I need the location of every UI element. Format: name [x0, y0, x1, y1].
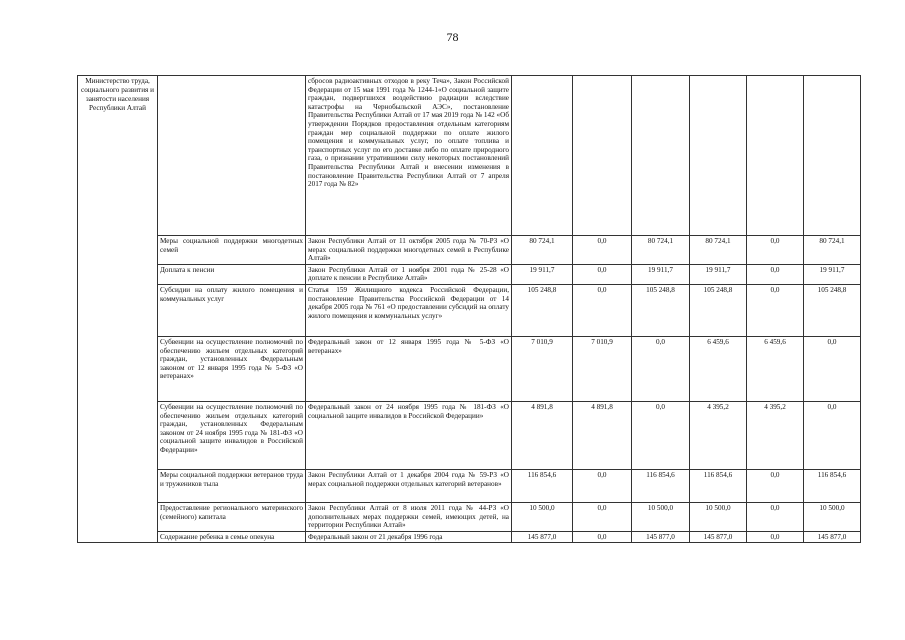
value-cell: 4 395,2: [690, 401, 747, 469]
page-number: 78: [446, 30, 459, 44]
table-row: [78, 502, 861, 531]
value-cell: 0,0: [632, 401, 690, 469]
legal-basis-cell: Закон Республики Алтай от 8 июля 2011 года № 44-РЗ «О дополнительных мерах поддержки семей, имеющих детей, на территории Республики Алтай»: [306, 502, 512, 531]
value-cell: 0,0: [747, 264, 804, 284]
measure-cell: Меры социальной поддержки многодетных семей: [158, 236, 306, 265]
measure-cell: Содержание ребенка в семье опекуна: [158, 531, 306, 543]
value-cell: 105 248,8: [690, 284, 747, 336]
value-cell: 0,0: [747, 531, 804, 543]
table-row: [78, 236, 861, 265]
table-row: [78, 76, 861, 236]
value-cell: 0,0: [747, 469, 804, 502]
value-cell: 0,0: [747, 502, 804, 531]
value-cell: 0,0: [747, 236, 804, 265]
value-cell: 4 891,8: [573, 401, 632, 469]
legal-basis-cell: Закон Республики Алтай от 1 ноября 2001 года № 25-28 «О доплате к пенсии в Республике Алтай»: [306, 264, 512, 284]
value-cell: 10 500,0: [804, 502, 861, 531]
value-cell: [747, 76, 804, 236]
value-cell: 145 877,0: [512, 531, 573, 543]
legal-basis-cell: Статья 159 Жилищного кодекса Российской Федерации, постановление Правительства Российской Федерации от 14 декабря 2005 года № 761 «О предоставлении субсидий на оплату жилого помещения и коммунальных услуг»: [306, 284, 512, 336]
value-cell: 80 724,1: [632, 236, 690, 265]
table-row: [78, 264, 861, 284]
value-cell: 105 248,8: [632, 284, 690, 336]
value-cell: 145 877,0: [804, 531, 861, 543]
value-cell: 4 891,8: [512, 401, 573, 469]
legal-basis-cell: Закон Республики Алтай от 11 октября 2005 года № 70-РЗ «О мерах социальной поддержки многодетных семей в Республике Алтай»: [306, 236, 512, 265]
table-row: [78, 284, 861, 336]
measure-cell: Субсидии на оплату жилого помещения и коммунальных услуг: [158, 284, 306, 336]
organization-cell: Министерство труда, социального развития и занятости населения Республики Алтай: [78, 76, 158, 543]
measure-cell: Меры социальной поддержки ветеранов труда и тружеников тыла: [158, 469, 306, 502]
value-cell: [690, 76, 747, 236]
value-cell: 0,0: [804, 401, 861, 469]
value-cell: [512, 76, 573, 236]
value-cell: 105 248,8: [804, 284, 861, 336]
value-cell: 0,0: [573, 264, 632, 284]
value-cell: 6 459,6: [747, 336, 804, 401]
value-cell: 7 010,9: [573, 336, 632, 401]
value-cell: 10 500,0: [632, 502, 690, 531]
value-cell: 19 911,7: [632, 264, 690, 284]
legal-basis-cell: сбросов радиоактивных отходов в реку Теча», Закон Российской Федерации от 15 мая 1991 года № 1244-1«О социальной защите граждан, подвергшихся воздействию радиации вследствие катастрофы на Чернобыльской АЭС», постановление Правительства Республики Алтай от 17 мая 2019 года № 142 «Об утверждении Порядков предоставления отдельным категориям граждан мер социальной поддержки по оплате жилого помещения и коммунальных услуг, по оплате топлива и транспортных услуг по его доставке либо по оплате природного газа, о признании утратившими силу некоторых постановлений Правительства Республики Алтай и внесении изменения в постановление Правительства Республики Алтай от 7 апреля 2017 года № 82»: [306, 76, 512, 236]
value-cell: 10 500,0: [512, 502, 573, 531]
legal-basis-cell: Федеральный закон от 12 января 1995 года № 5-ФЗ «О ветеранах»: [306, 336, 512, 401]
value-cell: 0,0: [573, 531, 632, 543]
measure-cell: Субвенции на осуществление полномочий по обеспечению жильем отдельных категорий граждан, установленных Федеральным законом от 12 января 1995 года № 5-ФЗ «О ветеранах»: [158, 336, 306, 401]
value-cell: 116 854,6: [690, 469, 747, 502]
value-cell: [804, 76, 861, 236]
value-cell: 0,0: [573, 236, 632, 265]
value-cell: 116 854,6: [632, 469, 690, 502]
value-cell: 0,0: [632, 336, 690, 401]
value-cell: 80 724,1: [690, 236, 747, 265]
value-cell: 4 395,2: [747, 401, 804, 469]
legal-basis-cell: Федеральный закон от 24 ноября 1995 года № 181-ФЗ «О социальной защите инвалидов в Российской Федерации»: [306, 401, 512, 469]
value-cell: 19 911,7: [512, 264, 573, 284]
measure-cell: Доплата к пенсии: [158, 264, 306, 284]
value-cell: [573, 76, 632, 236]
value-cell: 145 877,0: [690, 531, 747, 543]
value-cell: 10 500,0: [690, 502, 747, 531]
budget-table: [77, 75, 861, 543]
value-cell: 0,0: [573, 502, 632, 531]
value-cell: 0,0: [804, 336, 861, 401]
value-cell: 105 248,8: [512, 284, 573, 336]
value-cell: 145 877,0: [632, 531, 690, 543]
table-row: [78, 336, 861, 401]
value-cell: 116 854,6: [512, 469, 573, 502]
measure-cell: Предоставление регионального материнского (семейного) капитала: [158, 502, 306, 531]
value-cell: 80 724,1: [804, 236, 861, 265]
table-row: [78, 531, 861, 543]
table-row: [78, 401, 861, 469]
measure-cell: [158, 76, 306, 236]
value-cell: 6 459,6: [690, 336, 747, 401]
measure-cell: Субвенции на осуществление полномочий по обеспечению жильем отдельных категорий граждан, установленных Федеральным законом от 24 ноября 1995 года № 181-ФЗ «О социальной защите инвалидов в Российской Федерации»: [158, 401, 306, 469]
value-cell: 80 724,1: [512, 236, 573, 265]
value-cell: 19 911,7: [804, 264, 861, 284]
value-cell: 19 911,7: [690, 264, 747, 284]
value-cell: 0,0: [573, 284, 632, 336]
value-cell: [632, 76, 690, 236]
value-cell: 7 010,9: [512, 336, 573, 401]
legal-basis-cell: Федеральный закон от 21 декабря 1996 года: [306, 531, 512, 543]
table-row: [78, 469, 861, 502]
value-cell: 0,0: [573, 469, 632, 502]
value-cell: 116 854,6: [804, 469, 861, 502]
value-cell: 0,0: [747, 284, 804, 336]
legal-basis-cell: Закон Республики Алтай от 1 декабря 2004 года № 59-РЗ «О мерах социальной поддержки отдельных категорий ветеранов»: [306, 469, 512, 502]
